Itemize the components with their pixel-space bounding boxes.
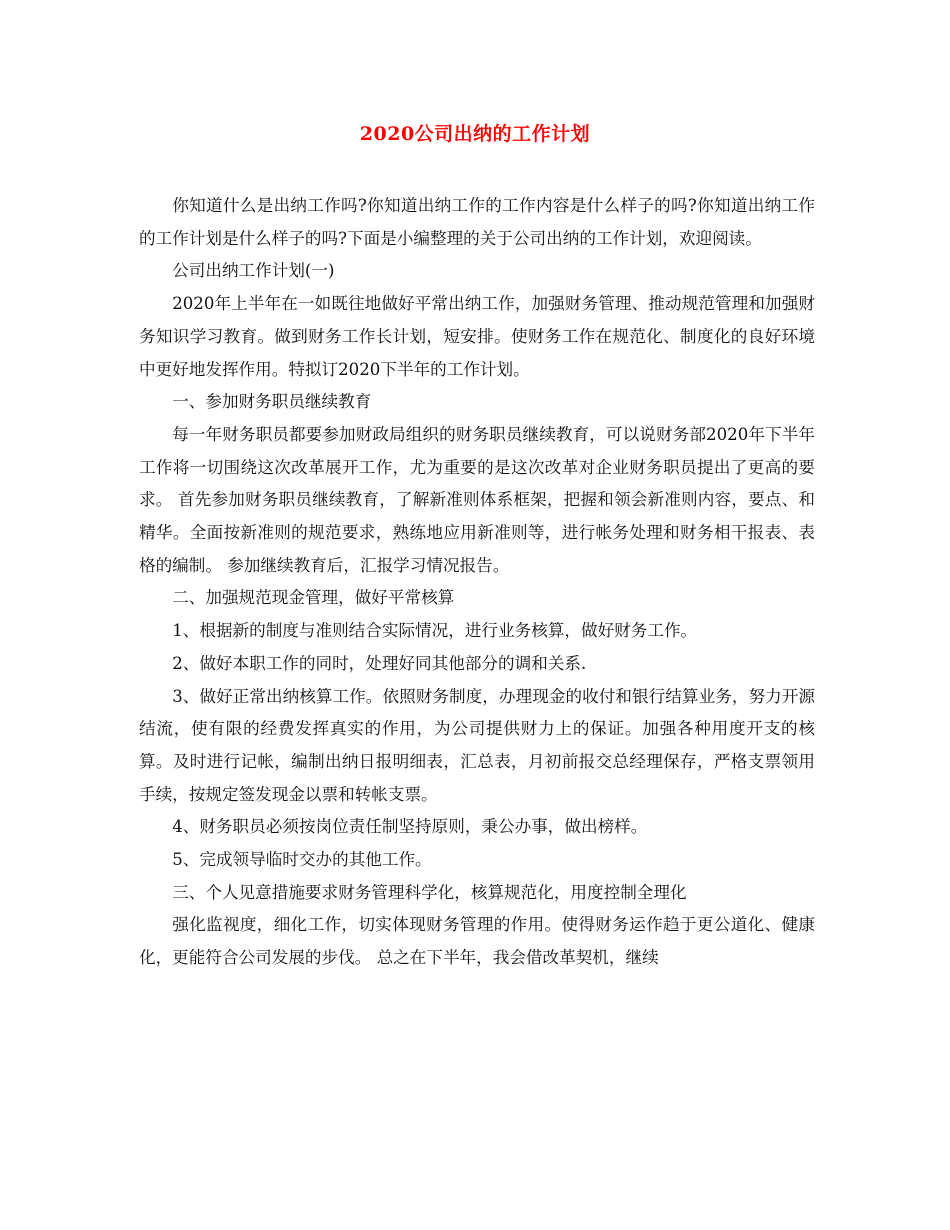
section-heading-plan-one: 公司出纳工作计划(一) bbox=[172, 261, 335, 281]
list-item-5: 5、完成领导临时交办的其他工作。 bbox=[172, 850, 432, 870]
section-heading-cash-management: 二、加强规范现金管理，做好平常核算 bbox=[172, 588, 455, 608]
document-title: 2020公司出纳的工作计划 bbox=[359, 123, 591, 145]
intro-paragraph: 你知道什么是出纳工作吗?你知道出纳工作的工作内容是什么样子的吗?你知道出纳工作的工作计划是什么样子的吗?下面是小编整理的关于公司出纳的工作计划，欢迎阅读。 bbox=[139, 196, 815, 248]
list-item-1: 1、根据新的制度与准则结合实际情况，进行业务核算，做好财务工作。 bbox=[172, 621, 698, 641]
paragraph-supervision: 强化监视度，细化工作，切实体现财务管理的作用。使得财务运作趋于更公道化、健康化，更能符合公司发展的步伐。 总之在下半年，我会借改革契机，继续 bbox=[139, 915, 815, 968]
paragraph-continuing-education: 每一年财务职员都要参加财政局组织的财务职员继续教育，可以说财务部2020年下半年工作将一切围绕这次改革展开工作，尤为重要的是这次改革对企业财务职员提出了更高的要求。 首先参加财务职员继续教育，了解新准则体系框架，把握和领会新准则内容，要点、和精华。全面按新准则的规范要求，熟练地应用新准则等，进行帐务处理和财务相干报表、表格的编制。 参加继续教育后，汇报学习情况报告。 bbox=[139, 424, 815, 575]
paragraph-first-half-summary: 2020年上半年在一如既往地做好平常出纳工作，加强财务管理、推动规范管理和加强财务知识学习教育。做到财务工作长计划，短安排。使财务工作在规范化、制度化的良好环境中更好地发挥作用。特拟订2020下半年的工作计划。 bbox=[139, 294, 815, 379]
section-heading-personal-suggestions: 三、个人见意措施要求财务管理科学化，核算规范化，用度控制全理化 bbox=[172, 882, 687, 902]
list-item-3: 3、做好正常出纳核算工作。依照财务制度，办理现金的收付和银行结算业务，努力开源结流，使有限的经费发挥真实的作用，为公司提供财力上的保证。加强各种用度开支的核算。及时进行记帐，编制出纳日报明细表，汇总表，月初前报交总经理保存，严格支票领用手续，按规定签发现金以票和转帐支票。 bbox=[139, 686, 815, 804]
list-item-4: 4、财务职员必须按岗位责任制坚持原则，秉公办事，做出榜样。 bbox=[172, 817, 648, 837]
list-item-2: 2、做好本职工作的同时，处理好同其他部分的调和关系. bbox=[172, 653, 587, 673]
section-heading-continuing-education: 一、参加财务职员继续教育 bbox=[172, 392, 372, 412]
document-body bbox=[139, 190, 815, 975]
